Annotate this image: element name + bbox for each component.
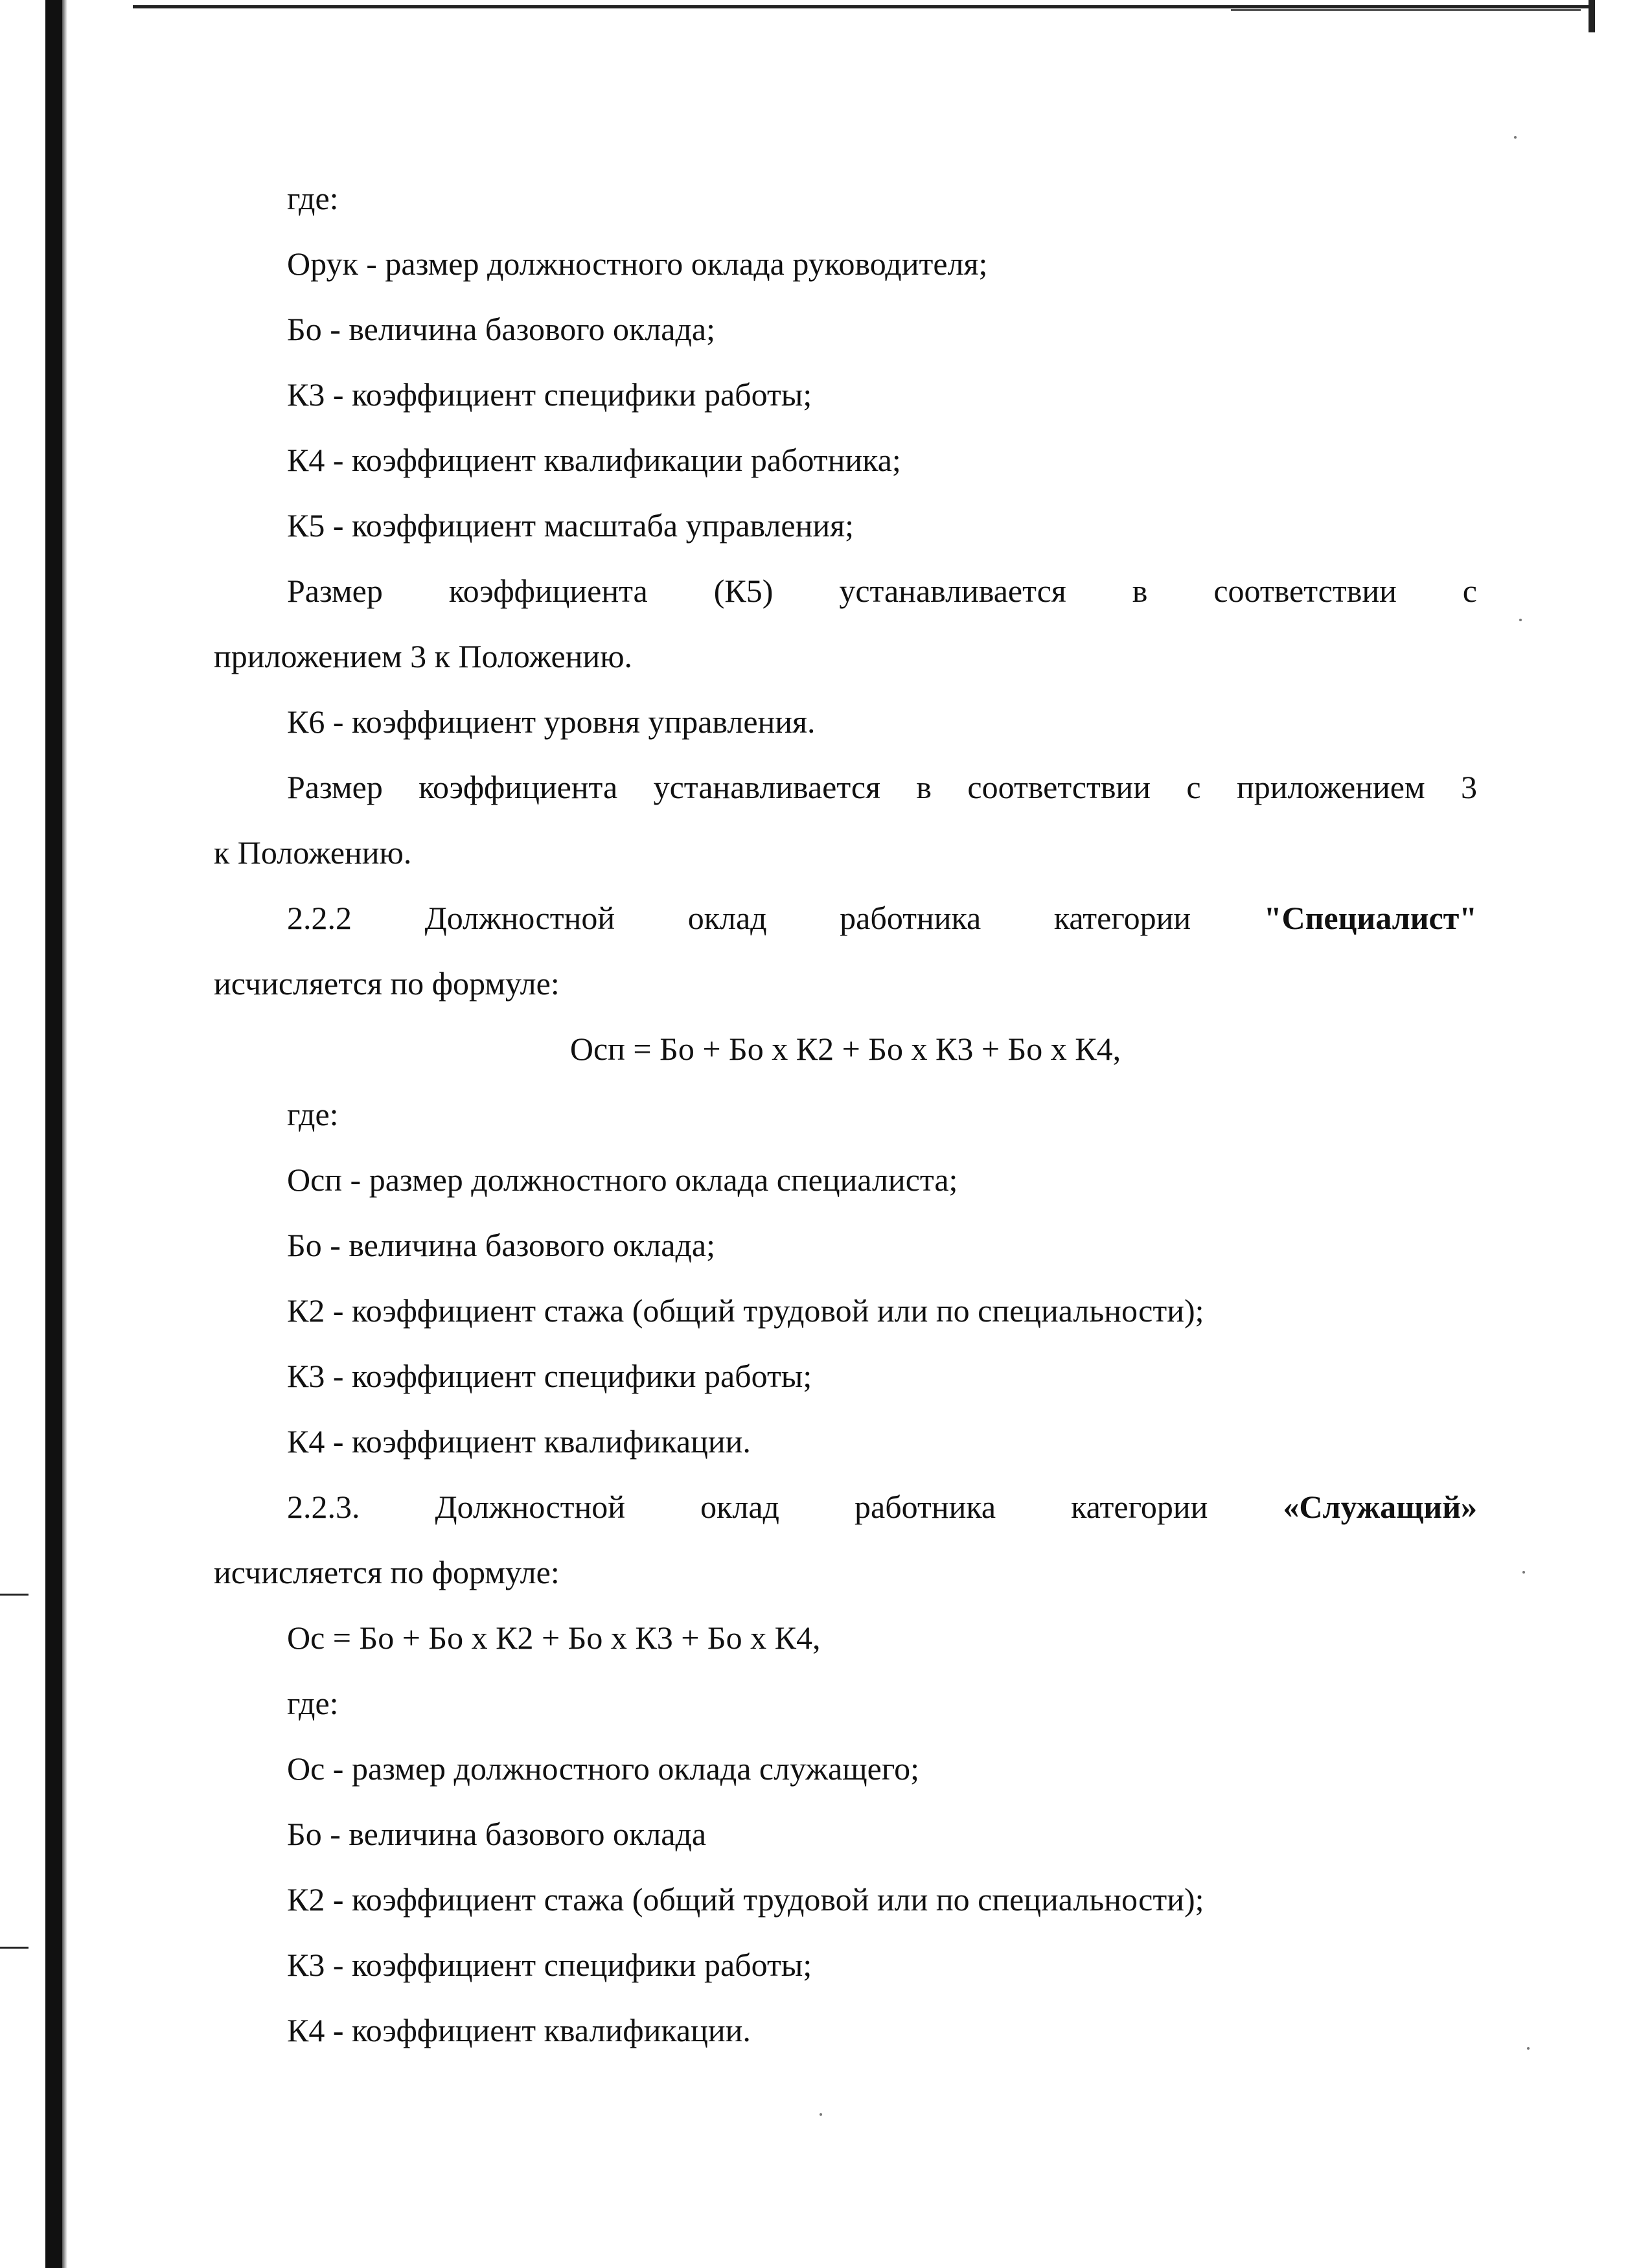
scan-speck (1519, 619, 1522, 621)
heading-text: 2.2.3. Должностной оклад работника категории (287, 1489, 1208, 1525)
category-name: «Служащий» (1283, 1489, 1478, 1525)
heading-text: 2.2.2 Должностной оклад работника категории (287, 900, 1191, 936)
text-line: К3 - коэффициент специфики работы; (287, 1947, 812, 1983)
text-line: К4 - коэффициент квалификации. (287, 2012, 751, 2048)
text-line: Бо - величина базового оклада (287, 1816, 707, 1852)
text-line: Размер коэффициента устанавливается в соответствии с приложением 3 (287, 769, 1477, 805)
text-line: Размер коэффициента (К5) устанавливается в соответствии с (287, 573, 1477, 609)
text-line: исчисляется по формуле: (214, 965, 560, 1002)
text-line: где: (287, 1096, 339, 1132)
formula: Ос = Бо + Бо х К2 + Бо х К3 + Бо х К4, (287, 1620, 821, 1656)
category-name: "Специалист" (1263, 900, 1478, 936)
text-line: Осп - размер должностного оклада специалиста; (287, 1162, 958, 1198)
scan-edge-tick (0, 1594, 29, 1596)
text-line: К5 - коэффициент масштаба управления; (287, 507, 855, 544)
scan-left-edge (45, 0, 62, 2268)
scan-speck (1522, 1571, 1525, 1574)
text-line: где: (287, 1685, 339, 1721)
section-heading-2-2-2 (287, 886, 1477, 951)
text-line: К4 - коэффициент квалификации. (287, 1423, 751, 1460)
scan-speck (1527, 2047, 1530, 2050)
scan-corner-mark (1589, 0, 1595, 32)
formula: Осп = Бо + Бо х К2 + Бо х К3 + Бо х К4, (569, 1031, 1121, 1067)
text-line: к Положению. (214, 834, 412, 871)
text-line: Орук - размер должностного оклада руководителя; (287, 246, 988, 282)
scan-speck (1514, 136, 1517, 139)
scan-edge-tick (0, 1947, 29, 1949)
document-page (214, 0, 1477, 2268)
text-line: К4 - коэффициент квалификации работника; (287, 442, 901, 478)
text-line: К3 - коэффициент специфики работы; (287, 1358, 812, 1394)
text-line: исчисляется по формуле: (214, 1554, 560, 1590)
text-line: К2 - коэффициент стажа (общий трудовой или по специальности); (287, 1292, 1204, 1329)
text-line: К3 - коэффициент специфики работы; (287, 376, 812, 413)
text-line: Бо - величина базового оклада; (287, 311, 716, 347)
text-line: приложением 3 к Положению. (214, 638, 633, 674)
text-line: К2 - коэффициент стажа (общий трудовой или по специальности); (287, 1881, 1204, 1918)
text-line: К6 - коэффициент уровня управления. (287, 704, 816, 740)
text-line: где: (287, 180, 339, 216)
section-heading-2-2-3 (287, 1474, 1477, 1540)
text-line: Бо - величина базового оклада; (287, 1227, 716, 1263)
scan-left-shadow (62, 0, 67, 2268)
text-line: Ос - размер должностного оклада служащего; (287, 1750, 920, 1787)
